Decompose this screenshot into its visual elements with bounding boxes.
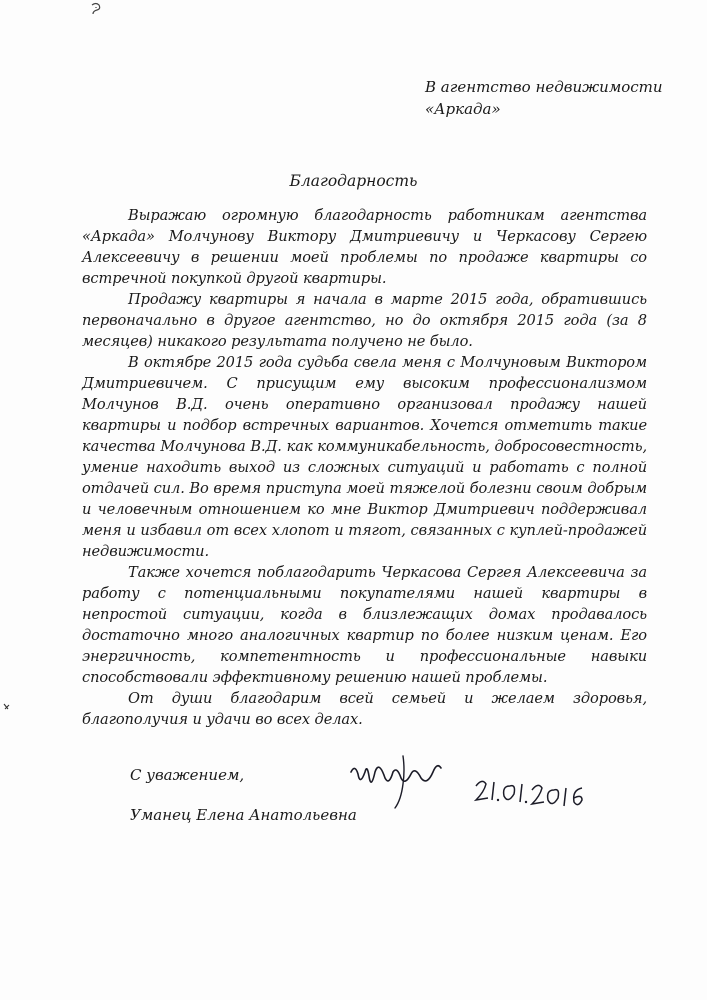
handwritten-date — [470, 772, 590, 812]
scan-artifact — [3, 703, 10, 711]
paragraph-3: В октябре 2015 года судьба свела меня с Молчуновым Виктором Дмитриевичем. С присущим ему высоким профессионализмом Молчунов В.Д. очень оперативно организовал продажу нашей квартиры и подбор встречных вариантов. Хочется отметить такие качества Молчунова В.Д. как коммуникабельность, добросовестность, умение находить выход из сложных ситуаций и работать с полной отдачей сил. Во время приступа моей тяжелой болезни своим добрым и человечным отношением ко мне Виктор Дмитриевич поддерживал меня и избавил от всех хлопот и тягот, связанных с куплей-продажей недвижимости. — [82, 354, 647, 560]
handwritten-signature — [345, 750, 455, 810]
scan-corner-mark — [90, 2, 102, 16]
letter-body — [82, 205, 647, 730]
addressee-line-1: В агентство недвижимости — [425, 78, 663, 96]
paragraph-2: Продажу квартиры я начала в марте 2015 года, обратившись первоначально в другое агентство, но до октября 2015 года (за 8 месяцев) никакого результата получено не было. — [82, 291, 647, 350]
signer-name: Уманец Елена Анатольевна — [130, 806, 357, 824]
letter-heading: Благодарность — [289, 172, 418, 190]
addressee-line-2: «Аркада» — [425, 100, 501, 118]
paragraph-5: От души благодарим всей семьей и желаем здоровья, благополучия и удачи во всех делах. — [82, 690, 647, 728]
paragraph-1: Выражаю огромную благодарность работникам агентства «Аркада» Молчунову Виктору Дмитриевичу и Черкасову Сергею Алексеевичу в решении моей проблемы по продаже квартиры со встречной покупкой другой квартиры. — [82, 207, 647, 287]
paragraph-4: Также хочется поблагодарить Черкасова Сергея Алексеевича за работу с потенциальными покупателями нашей квартиры в непростой ситуации, когда в близлежащих домах продавалось достаточно много аналогичных квартир по более низким ценам. Его энергичность, компетентность и профессиональные навыки способствовали эффективному решению нашей проблемы. — [82, 564, 647, 686]
closing-phrase: С уважением, — [130, 766, 245, 784]
addressee-block — [425, 76, 663, 120]
